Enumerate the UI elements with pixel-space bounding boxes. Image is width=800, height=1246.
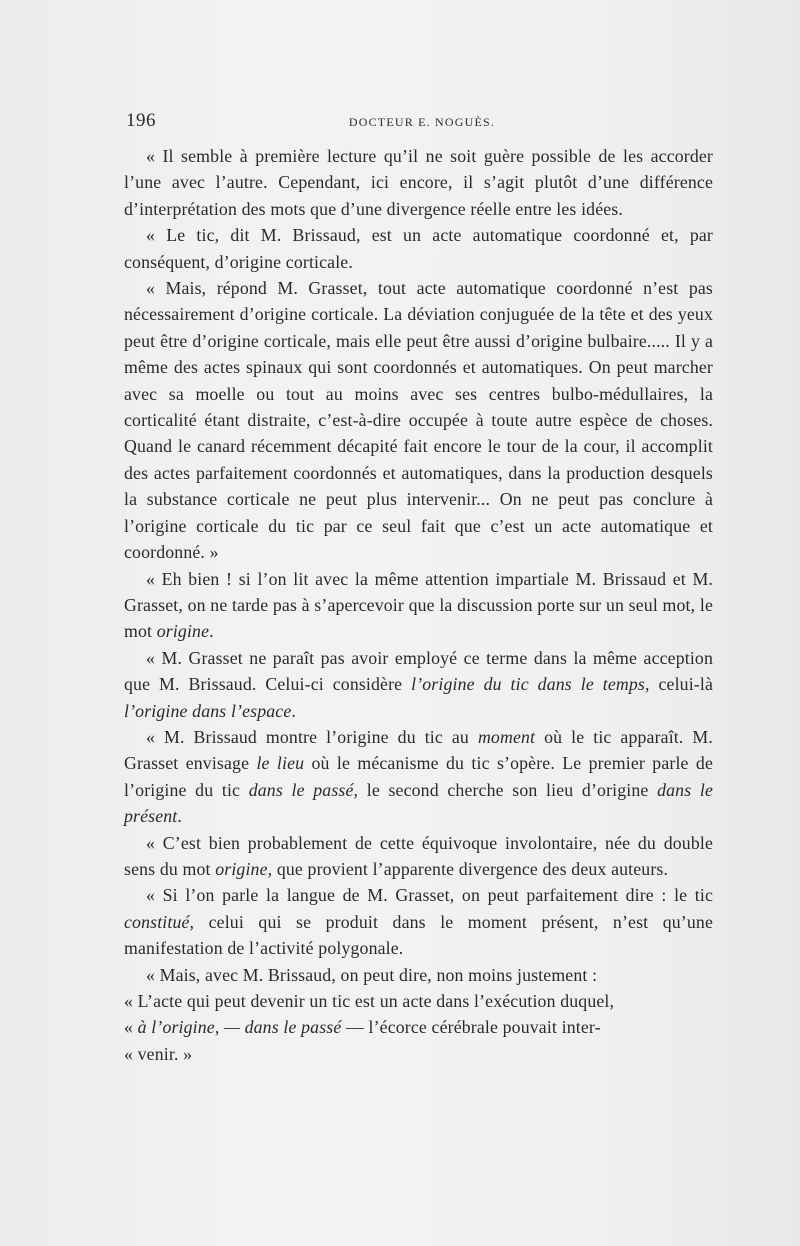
emphasis: dans le présent [124, 779, 714, 827]
running-head: DOCTEUR E. NOGUÈS. [348, 115, 496, 129]
emphasis: l’origine du tic dans le temps, [411, 674, 650, 695]
paragraph: « Le tic, dit M. Brissaud, est un acte automatique coordonné et, par conséquent, d’origine corticale. [124, 225, 713, 272]
paragraph: « Mais, répond M. Grasset, tout acte automatique coordonné n’est pas nécessairement d’origine corticale. La déviation conjuguée de la tête et des yeux peut être d’origine corticale, mais elle peut être aussi d’origine bulbaire..... Il y a même des actes spinaux qui sont coordonnés et automatiques. On peut marcher avec sa moelle ou tout au moins avec ses centres bulbo-médullaires, la corticalité étant distraite, c’est-à-dire occupée à toute autre espèce de choses. Quand le canard récemment décapité fait encore le tour de la cour, il accomplit des actes parfaitement coordonnés et automatiques, dans la production desquels la substance corticale ne peut plus intervenir... On ne peut pas conclure à l’origine corticale du tic par ce seul fait que c’est un acte automatique et coordonné. » [124, 278, 713, 563]
emphasis: à l’origine, — dans le passé [137, 1017, 342, 1038]
paragraph: « Il semble à première lecture qu’il ne soit guère possible de les accorder l’une avec l’autre. Cependant, ici encore, il s’agit plutôt d’une différence d’interprétation des mots que d’une divergence réelle entre les idées. [124, 146, 713, 219]
emphasis: l’origine dans l’espace [124, 700, 292, 721]
paragraph: « M. Brissaud montre l’origine du tic au moment où le tic apparaît. M. Grasset envisage le lieu où le mécanisme du tic s’opère. Le premier parle de l’origine du tic dans le passé, le second cherche son lieu d’origine dans le présent. [124, 726, 714, 827]
emphasis: origine, [215, 858, 273, 879]
emphasis: moment [477, 726, 536, 747]
paragraph: « Mais, avec M. Brissaud, on peut dire, non moins justement : [146, 964, 598, 985]
emphasis: le lieu [256, 753, 305, 774]
quote-line: « venir. » [124, 1043, 193, 1064]
paragraph: « Si l’on parle la langue de M. Grasset, on peut parfaitement dire : le tic constitué, celui qui se produit dans le moment présent, n’est qu’une manifestation de l’activité polygonale. [124, 885, 713, 959]
page-header [124, 110, 720, 134]
quote-line: « à l’origine, — dans le passé — l’écorce cérébrale pouvait inter- [124, 1017, 601, 1038]
paragraph: « M. Grasset ne paraît pas avoir employé ce terme dans la même acception que M. Brissaud. Celui-ci considère l’origine du tic dans le temps, celui-là l’origine dans l’espace. [124, 647, 713, 721]
paragraph: « Eh bien ! si l’on lit avec la même attention impartiale M. Brissaud et M. Grasset, on ne tarde pas à s’apercevoir que la discussion porte sur un seul mot, le mot origine. [124, 568, 713, 642]
emphasis: dans le passé, [248, 779, 359, 800]
emphasis: origine [156, 621, 210, 642]
paragraph: « C’est bien probablement de cette équivoque involontaire, née du double sens du mot origine, que provient l’apparente divergence des deux auteurs. [124, 832, 713, 879]
body-text [124, 143, 713, 1067]
quote-line: « L’acte qui peut devenir un tic est un acte dans l’exécution duquel, [124, 991, 615, 1011]
emphasis: constitué, [124, 911, 195, 932]
page-number: 196 [126, 110, 156, 131]
